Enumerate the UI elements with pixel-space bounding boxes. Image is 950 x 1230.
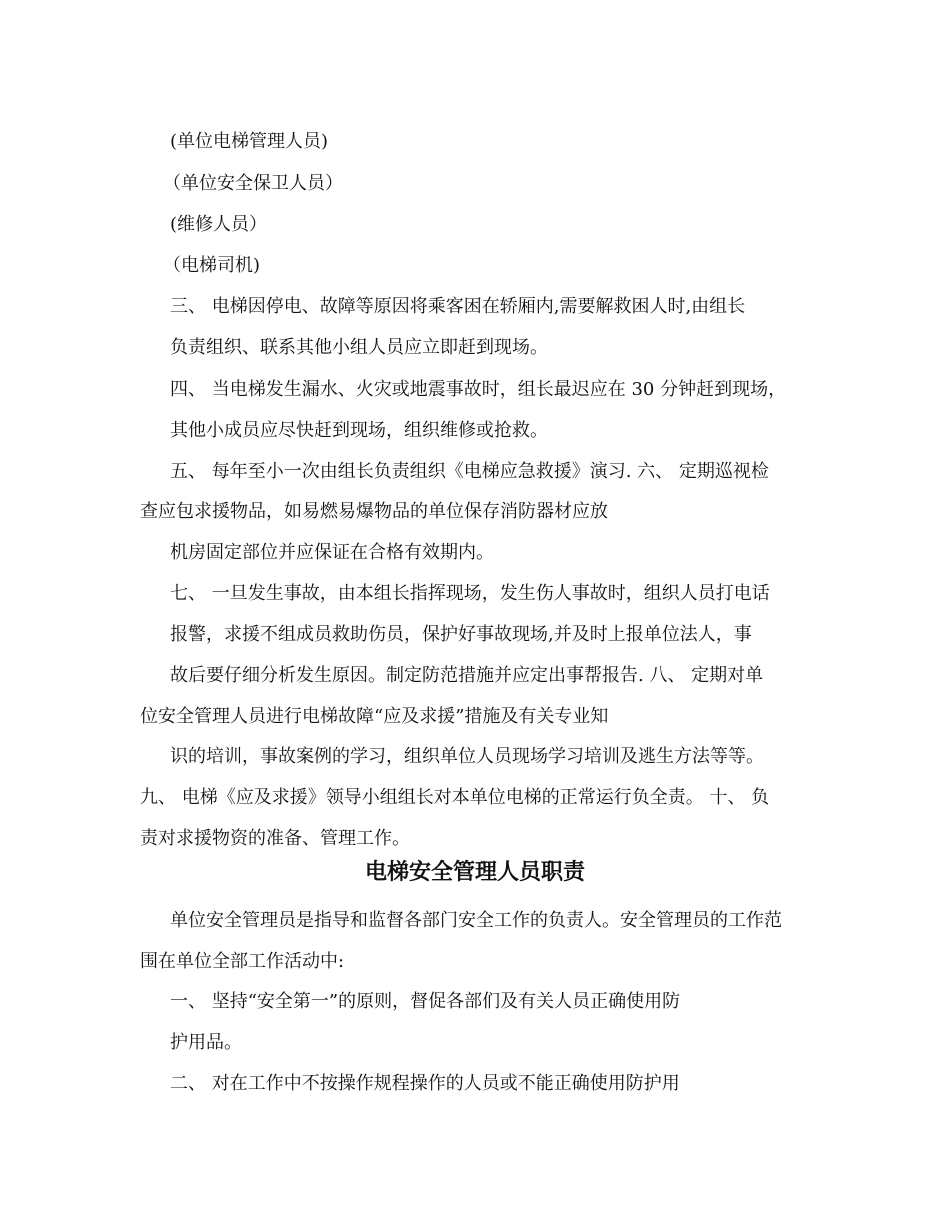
paragraph-line: 四、 当电梯发生漏水、火灾或地震事故时，组长最迟应在 30 分钟赶到现场， (170, 379, 787, 400)
paragraph-line: 报警，求援不组成员救助伤员，保护好事故现场,并及时上报单位法人，事 (170, 624, 752, 645)
paragraph-line: 其他小成员应尽快赶到现场，组织维修或抢救。 (170, 420, 548, 441)
paragraph-line: 二、 对在工作中不按操作规程操作的人员或不能正确使用防护用 (170, 1073, 680, 1094)
role-line: （电梯司机) (163, 255, 261, 276)
paragraph-line: 单位安全管理员是指导和监督各部门安全工作的负责人。安全管理员的工作范 (170, 910, 782, 931)
paragraph-line: 查应包求援物品，如易燃易爆物品的单位保存消防器材应放 (140, 501, 608, 522)
paragraph-line: 七、 一旦发生事故，由本组长指挥现场，发生伤人事故时，组织人员打电话 (170, 583, 770, 604)
role-line: （单位安全保卫人员） (163, 173, 343, 194)
paragraph-line: 识的培训，事故案例的学习，组织单位人员现场学习培训及逃生方法等等。 (170, 746, 764, 767)
paragraph-line: 位安全管理人员进行电梯故障“应及求援”措施及有关专业知 (140, 706, 609, 727)
paragraph-line: 护用品。 (170, 1032, 242, 1053)
role-line: (单位电梯管理人员) (170, 131, 329, 152)
role-line: (维修人员） (170, 214, 268, 235)
paragraph-line: 围在单位全部工作活动中: (140, 951, 345, 972)
paragraph-line: 负责组织、联系其他小组人员应立即赶到现场。 (170, 337, 548, 358)
paragraph-line: 机房固定部位并应保证在合格有效期内。 (170, 542, 494, 563)
section-heading: 电梯安全管理人员职责 (364, 860, 585, 885)
paragraph-line: 故后要仔细分析发生原因。制定防范措施并应定出事帮报告. 八、 定期对单 (170, 665, 764, 686)
paragraph-line: 三、 电梯因停电、故障等原因将乘客困在轿厢内,需要解救困人时,由组长 (170, 296, 746, 317)
paragraph-line: 责对求援物资的准备、管理工作。 (140, 828, 410, 849)
paragraph-line: 九、 电梯《应及求援》领导小组组长对本单位电梯的正常运行负全责。 十、 负 (140, 787, 770, 808)
paragraph-line: 一、 坚持“安全第一”的原则，督促各部们及有关人员正确使用防 (170, 991, 681, 1012)
paragraph-line: 五、 每年至小一次由组长负责组织《电梯应急救援》演习. 六、 定期巡视检 (170, 461, 769, 482)
